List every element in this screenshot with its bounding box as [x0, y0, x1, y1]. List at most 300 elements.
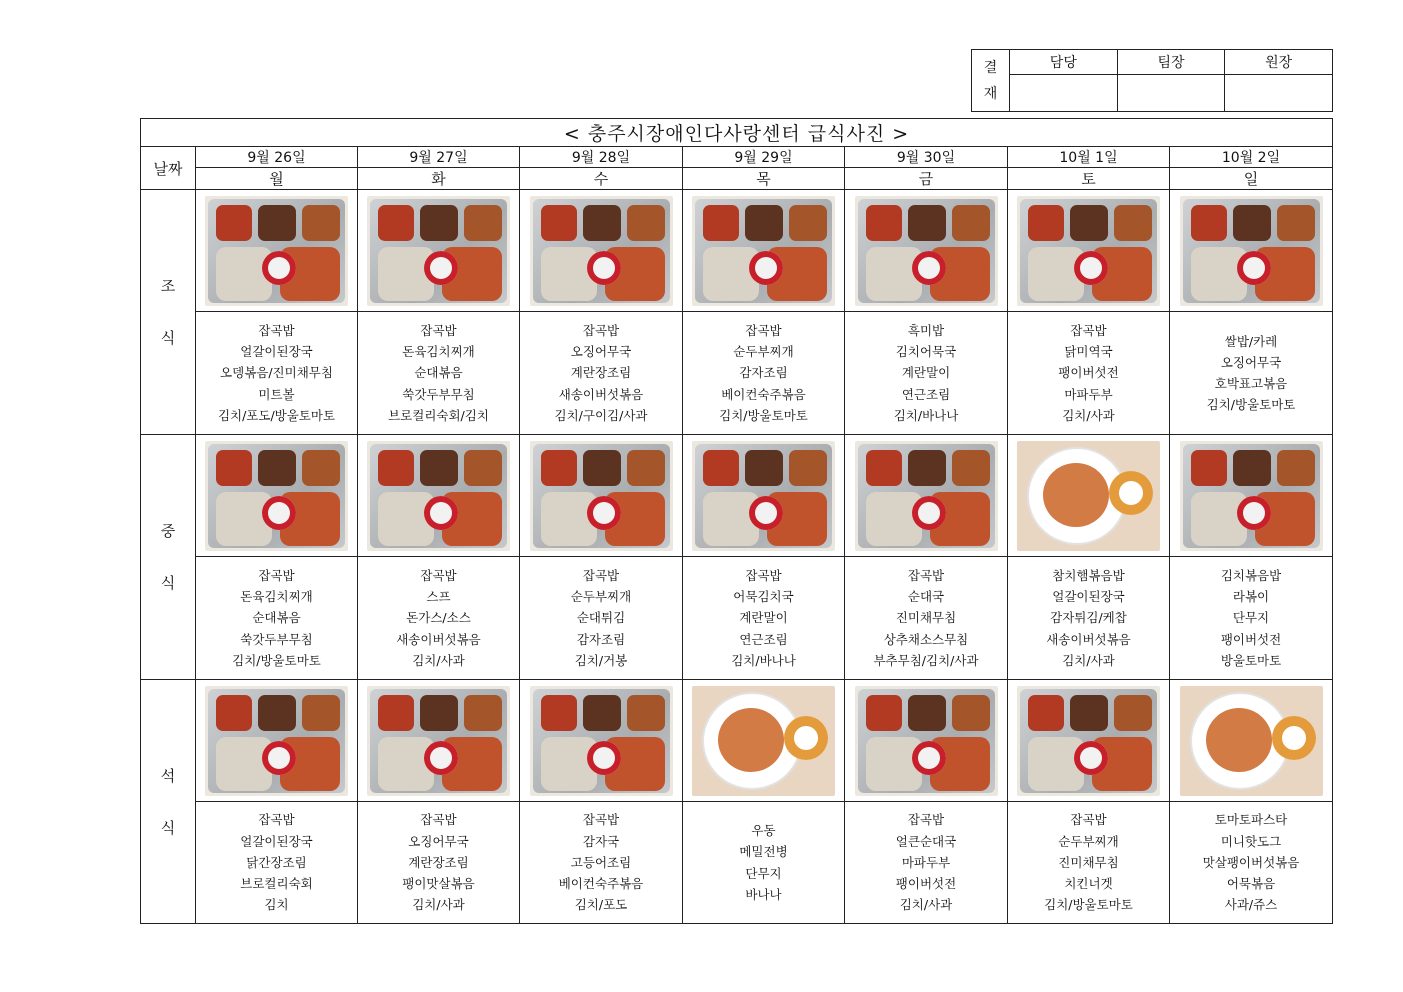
tray-image — [370, 689, 507, 793]
tray-compartment — [583, 450, 621, 486]
tray-image — [858, 444, 995, 548]
tray-compartment — [745, 205, 783, 241]
fruit-bowl — [424, 496, 458, 530]
menu-item: 단무지 — [745, 865, 782, 881]
menu-item: 김치/방울토마토 — [1206, 397, 1296, 413]
approval-col-team-lead: 팀장 — [1117, 50, 1225, 75]
menu-item: 오징어무국 — [1220, 354, 1282, 370]
menu-item: 잡곡밥 — [745, 322, 782, 338]
photo-cell — [196, 680, 358, 802]
meal-label-bottom: 식 — [160, 329, 176, 347]
menu-item: 잡곡밥 — [1070, 322, 1107, 338]
tray-compartment — [420, 695, 458, 731]
tray-compartment — [302, 695, 340, 731]
tray-compartment — [908, 450, 946, 486]
tray-compartment — [258, 695, 296, 731]
menu-cell — [1008, 802, 1170, 924]
meal-menu-row — [141, 312, 1333, 435]
tray-compartment — [378, 205, 414, 241]
menu-cell — [683, 557, 845, 680]
menu-cell — [1008, 557, 1170, 680]
fruit-bowl — [749, 251, 783, 285]
fruit-bowl — [424, 251, 458, 285]
menu-cell — [683, 312, 845, 435]
tray-image — [1020, 199, 1157, 303]
menu-item: 계란말이 — [739, 610, 788, 626]
fruit-bowl — [424, 741, 458, 775]
meal-label-top: 조 — [160, 277, 176, 295]
tray-compartment — [464, 695, 502, 731]
menu-cell — [1170, 802, 1333, 924]
weekday-cell: 수 — [520, 168, 683, 190]
menu-item: 김치/사과 — [1062, 407, 1115, 423]
menu-item: 새송이버섯볶음 — [396, 631, 481, 647]
tray-compartment — [1233, 205, 1271, 241]
side-plate — [1272, 716, 1316, 760]
tray-compartment — [1070, 695, 1108, 731]
photo-cell — [1008, 435, 1170, 557]
fruit-bowl — [912, 741, 946, 775]
menu-item: 베이컨숙주볶음 — [721, 386, 806, 402]
photo-cell — [845, 680, 1008, 802]
photo-cell — [196, 435, 358, 557]
meal-label — [141, 680, 196, 924]
tray-compartment — [627, 695, 665, 731]
photo-cell — [845, 435, 1008, 557]
menu-item: 감자조림 — [739, 365, 788, 381]
meal-photo — [1180, 196, 1323, 306]
fruit-bowl — [262, 496, 296, 530]
tray-compartment — [464, 205, 502, 241]
menu-item: 치킨너겟 — [1064, 876, 1113, 892]
photo-cell — [683, 190, 845, 312]
menu-item: 순대튀김 — [576, 610, 626, 626]
meal-photo — [1017, 441, 1160, 551]
menu-item: 김치/포도 — [574, 897, 628, 913]
menu-item: 잡곡밥 — [258, 322, 295, 338]
menu-item: 닭미역국 — [1064, 344, 1113, 360]
menu-item: 잡곡밥 — [420, 812, 457, 828]
meal-photo — [692, 196, 835, 306]
approval-label-bottom: 재 — [983, 85, 998, 102]
tray-compartment — [908, 205, 946, 241]
tray-compartment — [216, 205, 252, 241]
fruit-bowl — [1237, 251, 1271, 285]
tray-image — [208, 689, 345, 793]
meal-photo — [692, 686, 835, 796]
meal-menu-row — [141, 557, 1333, 680]
tray-compartment — [216, 450, 252, 486]
menu-cell — [196, 802, 358, 924]
meal-label-top: 중 — [160, 522, 176, 540]
meal-photo — [530, 686, 673, 796]
tray-compartment — [302, 450, 340, 486]
food-portion — [1043, 463, 1109, 527]
menu-item: 팽이맛살볶음 — [402, 876, 475, 892]
date-cell: 10월 1일 — [1008, 147, 1170, 168]
menu-item: 순대국 — [907, 589, 945, 605]
menu-item: 잡곡밥 — [258, 812, 295, 828]
photo-cell — [520, 190, 683, 312]
menu-item: 감자조림 — [576, 631, 626, 647]
menu-item: 사과/쥬스 — [1224, 897, 1278, 913]
menu-item: 잡곡밥 — [258, 567, 295, 583]
tray-compartment — [541, 695, 577, 731]
menu-item: 잡곡밥 — [420, 322, 457, 338]
meal-photo — [1017, 686, 1160, 796]
fruit-bowl — [912, 496, 946, 530]
tray-compartment — [1114, 205, 1152, 241]
tray-image — [533, 689, 670, 793]
photo-cell — [358, 190, 520, 312]
approval-box — [971, 49, 1333, 112]
tray-compartment — [541, 450, 577, 486]
weekday-cell: 화 — [358, 168, 520, 190]
menu-item: 잡곡밥 — [907, 567, 945, 583]
meal-photo-table — [140, 118, 1333, 924]
date-cell: 9월 28일 — [520, 147, 683, 168]
date-cell: 9월 27일 — [358, 147, 520, 168]
tray-compartment — [1114, 695, 1152, 731]
tray-image — [533, 199, 670, 303]
menu-item: 어묵김치국 — [733, 589, 794, 605]
fruit-bowl — [587, 251, 621, 285]
tray-compartment — [952, 205, 990, 241]
photo-cell — [358, 435, 520, 557]
menu-item: 브로컬리숙회 — [240, 876, 313, 892]
menu-item: 얼갈이된장국 — [1052, 589, 1125, 605]
fruit-bowl — [587, 741, 621, 775]
tray-image — [858, 199, 995, 303]
tray-image — [208, 199, 345, 303]
photo-cell — [196, 190, 358, 312]
menu-item: 김치어묵국 — [895, 344, 957, 360]
tray-compartment — [1028, 205, 1064, 241]
side-plate — [784, 716, 828, 760]
meal-label — [141, 435, 196, 680]
menu-item: 김치/방울토마토 — [719, 407, 808, 423]
tray-compartment — [789, 450, 827, 486]
fruit-bowl — [587, 496, 621, 530]
tray-image — [533, 444, 670, 548]
tray-compartment — [420, 205, 458, 241]
menu-cell — [1170, 312, 1333, 435]
meal-photo — [1180, 441, 1323, 551]
meal-photo — [1180, 686, 1323, 796]
tray-compartment — [216, 695, 252, 731]
tray-compartment — [420, 450, 458, 486]
date-cell: 9월 30일 — [845, 147, 1008, 168]
menu-item: 김치/거봉 — [574, 652, 628, 668]
fruit-bowl — [262, 251, 296, 285]
menu-item: 맛살팽이버섯볶음 — [1202, 854, 1300, 870]
fruit-bowl — [749, 496, 783, 530]
fruit-bowl — [262, 741, 296, 775]
tray-compartment — [952, 695, 990, 731]
menu-item: 흑미밥 — [907, 322, 945, 338]
menu-item: 잡곡밥 — [745, 567, 782, 583]
menu-item: 김치/구이김/사과 — [554, 407, 648, 423]
menu-item: 브로컬리숙회/김치 — [388, 407, 489, 423]
meal-menu-row — [141, 802, 1333, 924]
menu-item: 연근조림 — [901, 386, 951, 402]
meal-photo — [367, 196, 510, 306]
weekday-cell: 월 — [196, 168, 358, 190]
menu-item: 팽이버섯전 — [1058, 365, 1119, 381]
fruit-bowl — [1237, 496, 1271, 530]
tray-compartment — [866, 205, 902, 241]
tray-compartment — [1191, 205, 1227, 241]
tray-compartment — [1191, 450, 1227, 486]
meal-photo — [692, 441, 835, 551]
tray-image — [1183, 199, 1320, 303]
menu-item: 단무지 — [1232, 610, 1270, 626]
weekday-cell: 금 — [845, 168, 1008, 190]
menu-item: 오뎅볶음/진미채무침 — [220, 365, 333, 381]
menu-cell — [845, 557, 1008, 680]
tray-compartment — [1233, 450, 1271, 486]
meal-photo — [367, 441, 510, 551]
food-portion — [1206, 708, 1272, 772]
menu-item: 어묵볶음 — [1226, 876, 1276, 892]
date-label: 날짜 — [141, 147, 196, 190]
date-cell: 10월 2일 — [1170, 147, 1333, 168]
menu-item: 진미채무침 — [1058, 854, 1119, 870]
menu-item: 라볶이 — [1232, 589, 1270, 605]
menu-item: 미트볼 — [258, 386, 295, 402]
menu-item: 연근조림 — [739, 631, 788, 647]
tray-compartment — [1277, 450, 1315, 486]
menu-item: 팽이버섯전 — [895, 876, 957, 892]
menu-cell — [358, 557, 520, 680]
menu-cell — [196, 312, 358, 435]
menu-item: 부추무침/김치/사과 — [873, 652, 979, 668]
menu-cell — [845, 312, 1008, 435]
approval-col-staff: 담당 — [1010, 50, 1118, 75]
menu-item: 진미채무침 — [895, 610, 957, 626]
menu-item: 얼큰순대국 — [895, 833, 957, 849]
tray-compartment — [541, 205, 577, 241]
menu-item: 쌀밥/카레 — [1224, 333, 1278, 349]
menu-item: 마파두부 — [901, 854, 951, 870]
fruit-bowl — [1074, 741, 1108, 775]
food-portion — [718, 708, 784, 772]
meal-photo — [205, 686, 348, 796]
menu-item: 새송이버섯볶음 — [1046, 631, 1131, 647]
photo-cell — [845, 190, 1008, 312]
photo-cell — [358, 680, 520, 802]
photo-cell — [1008, 680, 1170, 802]
tray-compartment — [1070, 205, 1108, 241]
meal-photo — [205, 441, 348, 551]
tray-compartment — [703, 450, 739, 486]
photo-cell — [1170, 435, 1333, 557]
photo-cell — [1008, 190, 1170, 312]
menu-item: 잡곡밥 — [420, 567, 457, 583]
meal-photo — [1017, 196, 1160, 306]
menu-item: 순대볶음 — [414, 365, 463, 381]
tray-compartment — [258, 205, 296, 241]
menu-item: 감자튀김/케찹 — [1050, 610, 1127, 626]
meal-photo-row — [141, 680, 1333, 802]
meal-label — [141, 190, 196, 435]
approval-sign-team-lead[interactable] — [1117, 75, 1225, 112]
menu-cell — [683, 802, 845, 924]
tray-compartment — [908, 695, 946, 731]
menu-item: 잡곡밥 — [907, 812, 945, 828]
menu-item: 김치/포도/방울토마토 — [217, 407, 336, 423]
menu-item: 잡곡밥 — [582, 812, 620, 828]
menu-item: 미니핫도그 — [1220, 833, 1282, 849]
menu-item: 순두부찌개 — [1058, 833, 1119, 849]
fruit-bowl — [1074, 251, 1108, 285]
menu-item: 김치/바나나 — [893, 407, 959, 423]
meal-label-bottom: 식 — [160, 574, 176, 592]
tray-compartment — [378, 450, 414, 486]
menu-item: 오징어무국 — [408, 833, 469, 849]
menu-item: 새송이버섯볶음 — [558, 386, 644, 402]
menu-item: 김치/사과 — [1062, 652, 1115, 668]
side-plate — [1109, 471, 1153, 515]
menu-item: 마파두부 — [1064, 386, 1113, 402]
tray-compartment — [378, 695, 414, 731]
fruit-bowl — [912, 251, 946, 285]
date-cell: 9월 29일 — [683, 147, 845, 168]
menu-item: 계란장조림 — [408, 854, 469, 870]
menu-item: 쑥갓두부무침 — [240, 631, 313, 647]
photo-cell — [683, 680, 845, 802]
meal-photo — [530, 196, 673, 306]
meal-photo — [530, 441, 673, 551]
tray-compartment — [745, 450, 783, 486]
tray-image — [370, 199, 507, 303]
menu-item: 김치/바나나 — [731, 652, 796, 668]
tray-image — [1020, 689, 1157, 793]
approval-label-top: 결 — [983, 59, 998, 76]
tray-image — [695, 444, 832, 548]
approval-label — [972, 50, 1010, 112]
tray-image — [370, 444, 507, 548]
meal-photo — [855, 441, 998, 551]
menu-cell — [845, 802, 1008, 924]
menu-cell — [520, 802, 683, 924]
weekday-cell: 일 — [1170, 168, 1333, 190]
menu-item: 오징어무국 — [570, 344, 632, 360]
menu-item: 잡곡밥 — [1070, 812, 1107, 828]
tray-compartment — [302, 205, 340, 241]
meal-photo-row — [141, 190, 1333, 312]
menu-item: 쑥갓두부무침 — [402, 386, 475, 402]
tray-image — [695, 199, 832, 303]
meal-photo — [205, 196, 348, 306]
meal-photo-row — [141, 435, 1333, 557]
weekday-cell: 목 — [683, 168, 845, 190]
menu-item: 계란말이 — [901, 365, 951, 381]
tray-compartment — [627, 205, 665, 241]
tray-compartment — [627, 450, 665, 486]
menu-item: 감자국 — [582, 833, 620, 849]
menu-item: 팽이버섯전 — [1220, 631, 1282, 647]
meal-photo — [855, 686, 998, 796]
menu-item: 닭간장조림 — [246, 854, 307, 870]
tray-compartment — [866, 695, 902, 731]
menu-item: 순대볶음 — [252, 610, 301, 626]
approval-sign-director[interactable] — [1225, 75, 1333, 112]
menu-item: 바나나 — [745, 886, 782, 902]
photo-cell — [683, 435, 845, 557]
menu-cell — [520, 312, 683, 435]
tray-compartment — [258, 450, 296, 486]
tray-image — [1183, 444, 1320, 548]
meal-label-bottom: 식 — [160, 818, 176, 837]
meal-label-top: 석 — [160, 766, 176, 785]
menu-item: 고등어조림 — [570, 854, 632, 870]
photo-cell — [520, 680, 683, 802]
menu-item: 돈가스/소스 — [406, 610, 471, 626]
menu-item: 김치/방울토마토 — [232, 652, 321, 668]
menu-item: 돈육김치찌개 — [402, 344, 475, 360]
menu-item: 김치 — [264, 897, 289, 913]
weekday-cell: 토 — [1008, 168, 1170, 190]
menu-item: 상추채소스무침 — [883, 631, 969, 647]
tray-compartment — [703, 205, 739, 241]
tray-compartment — [583, 695, 621, 731]
menu-item: 베이컨숙주볶음 — [558, 876, 644, 892]
menu-item: 잡곡밥 — [582, 567, 620, 583]
photo-cell — [1170, 190, 1333, 312]
menu-item: 김치/사과 — [899, 897, 953, 913]
page-title: < 충주시장애인다사랑센터 급식사진 > — [141, 119, 1333, 147]
approval-sign-staff[interactable] — [1010, 75, 1118, 112]
menu-item: 김치/사과 — [412, 897, 465, 913]
menu-item: 참치햄볶음밥 — [1052, 567, 1125, 583]
tray-image — [858, 689, 995, 793]
tray-compartment — [866, 450, 902, 486]
tray-image — [208, 444, 345, 548]
menu-item: 방울토마토 — [1220, 652, 1282, 668]
menu-cell — [358, 802, 520, 924]
tray-compartment — [464, 450, 502, 486]
meal-photo — [855, 196, 998, 306]
menu-item: 스프 — [426, 589, 451, 605]
menu-item: 호박표고볶음 — [1214, 376, 1288, 391]
photo-cell — [1170, 680, 1333, 802]
menu-cell — [358, 312, 520, 435]
tray-compartment — [583, 205, 621, 241]
tray-compartment — [952, 450, 990, 486]
menu-item: 순두부찌개 — [570, 589, 632, 605]
menu-cell — [1008, 312, 1170, 435]
menu-item: 잡곡밥 — [582, 322, 620, 338]
menu-cell — [196, 557, 358, 680]
menu-item: 우동 — [751, 823, 776, 839]
menu-item: 얼갈이된장국 — [240, 833, 313, 849]
tray-compartment — [789, 205, 827, 241]
menu-item: 메밀전병 — [739, 844, 788, 860]
meal-photo — [367, 686, 510, 796]
menu-cell — [1170, 557, 1333, 680]
menu-item: 김치/사과 — [412, 652, 465, 668]
photo-cell — [520, 435, 683, 557]
tray-compartment — [1277, 205, 1315, 241]
menu-item: 토마토파스타 — [1214, 812, 1288, 828]
tray-compartment — [1028, 695, 1064, 731]
menu-item: 순두부찌개 — [733, 344, 794, 360]
date-cell: 9월 26일 — [196, 147, 358, 168]
menu-item: 김치볶음밥 — [1220, 567, 1282, 583]
menu-item: 김치/방울토마토 — [1044, 897, 1133, 913]
menu-item: 돈육김치찌개 — [240, 589, 313, 605]
